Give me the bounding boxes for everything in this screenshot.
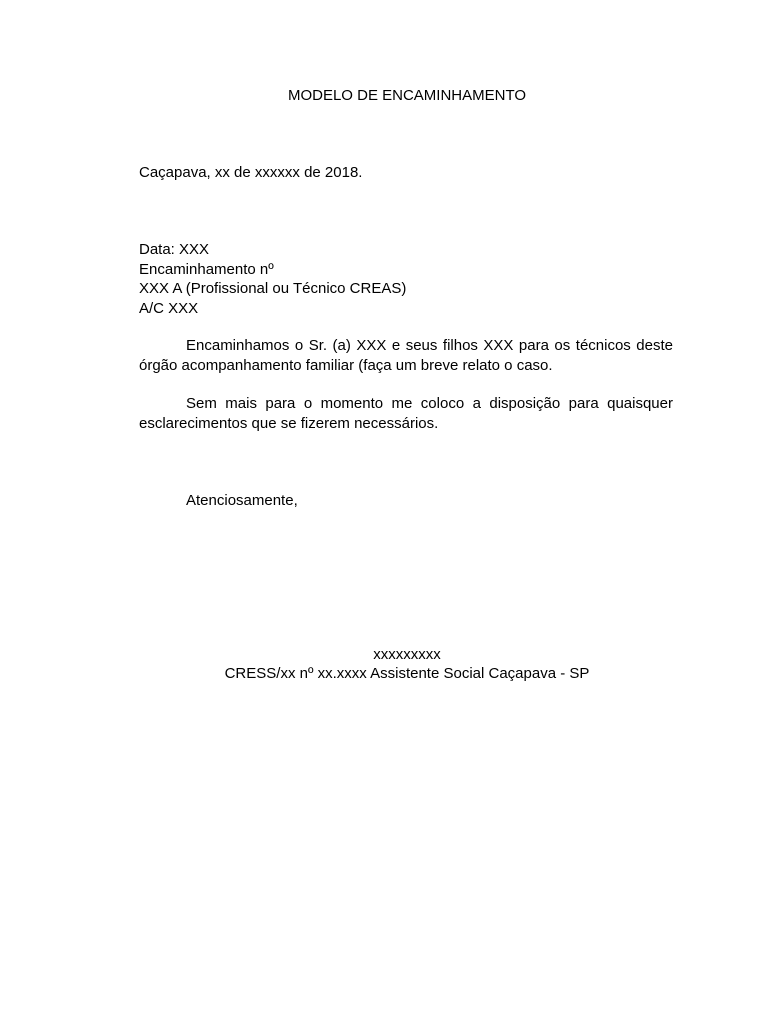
signature-role: CRESS/xx nº xx.xxxx Assistente Social Caçapava - SP [224,665,590,682]
attention-to: A/C XXX [139,299,199,317]
date-field: Data: XXX [139,241,210,258]
recipient: XXX A (Profissional ou Técnico CREAS) [139,280,407,297]
header-block [139,240,406,318]
body-paragraph-2: Sem mais para o momento me coloco a disposição para quaisquer esclarecimentos que se fizerem necessários. [139,395,673,432]
document-title: MODELO DE ENCAMINHAMENTO [287,87,527,104]
signature-name: xxxxxxxxx [373,646,441,663]
body-paragraph-1: Encaminhamos o Sr. (a) XXX e seus filhos XXX para os técnicos deste órgão acompanhamento familiar (faça um breve relato o caso. [139,337,673,374]
place-date: Caçapava, xx de xxxxxx de 2018. [139,164,363,181]
referral-number: Encaminhamento nº [139,260,274,278]
closing-salutation: Atenciosamente, [186,492,298,509]
